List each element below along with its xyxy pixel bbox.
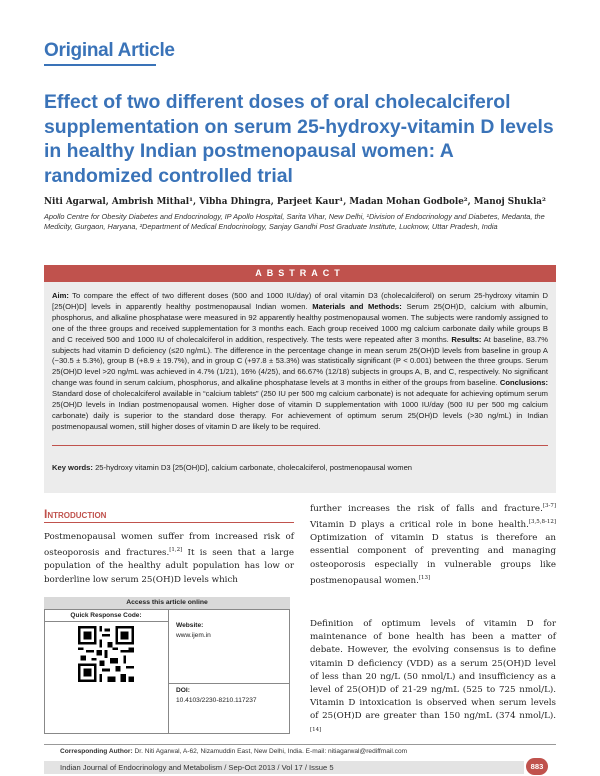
corresponding-rule xyxy=(44,744,556,745)
section-label: Original Article xyxy=(44,40,175,61)
aim-label: Aim: xyxy=(52,291,69,300)
access-divider-vertical xyxy=(168,621,169,733)
results-label: Results: xyxy=(451,334,482,344)
methods-label: Materials and Methods: xyxy=(312,301,402,311)
affiliations: Apollo Centre for Obesity Diabetes and Endocrinology, IP Apollo Hospital, Sarita Vihar, New Delhi, ¹Division of Endocrinology and Diabetes, Medanta, the Medicity, Gurgaon, Haryana, ²Department of Medical Endocrinology, Sanjay Gandhi Post Graduate Institute, Lucknow, Uttar Pradesh, India xyxy=(44,212,545,232)
intro-text: Postmenopausal women suffer from increased risk of osteoporosis and fractures. xyxy=(44,532,294,559)
access-heading: Access this article online xyxy=(44,597,290,610)
methods-text: Serum 25(OH)D, calcium with albumin, phosphorus, and alkaline phosphatase were measured in 92 apparently healthy postmenopausal women. The subjects were randomly assigned to one of the three groups and received supplementation for 3 months each. Each group received 1000 mg calcium carbonate daily while groups B and C received 500 and 1000 IU of cholecalciferol in addition, respectively. The tests were repeated after 3 months. xyxy=(52,301,548,344)
keywords-label: Key words: xyxy=(52,463,93,472)
citation: [14] xyxy=(310,726,322,733)
abstract-divider xyxy=(52,445,548,446)
corresponding-label: Corresponding Author: xyxy=(60,748,133,755)
qr-code-icon[interactable] xyxy=(78,626,134,682)
website-link[interactable]: www.ijem.in xyxy=(176,632,211,639)
abstract-body xyxy=(52,291,548,433)
intro-paragraph-1 xyxy=(44,531,294,587)
intro-text: Vitamin D plays a critical role in bone health. xyxy=(310,519,529,530)
intro-text: Definition of optimum levels of vitamin D for maintenance of bone health has been a matter of debate. However, the evolving consensus is to define vitamin D deficiency (VDD) as a serum 25(OH)D level of less than 20 ng/L (50 nmol/L) and insufficiency as a level of 25(OH)D of 21-29 ng/mL (525 to 725 nmol/L). Vitamin D intoxication is observed when serum levels of 25(OH)D are greater than 150 ng/mL (374 nmol/L). xyxy=(310,619,556,722)
corresponding-author xyxy=(60,748,560,755)
intro-paragraph-3 xyxy=(310,618,556,740)
abstract-heading: ABSTRACT xyxy=(44,265,556,282)
introduction-rule xyxy=(44,522,294,523)
corresponding-text: Dr. Niti Agarwal, A-62, Nizamuddin East, New Delhi, India. E-mail: nitiagarwal@rediffmail.com xyxy=(134,748,408,755)
intro-text: It is seen that a large population of the healthy adult population has low or borderline low serum 25(OH)D levels which xyxy=(44,548,294,585)
website-label: Website: xyxy=(176,622,204,629)
intro-text: further increases the risk of falls and fracture. xyxy=(310,503,543,514)
article-title: Effect of two different doses of oral cholecalciferol supplementation on serum 25-hydroxy-vitamin D levels in healthy Indian postmenopausal women: A randomized controlled trial xyxy=(44,91,554,187)
intro-paragraph-2 xyxy=(310,500,556,588)
keywords-text: 25-hydroxy vitamin D3 [25(OH)D], calcium carbonate, cholecalciferol, postmenopausal women xyxy=(95,463,413,472)
aim-text: To compare the effect of two different doses (500 and 1000 IU/day) of oral vitamin D3 (cholecalciferol) on serum 25-hydroxy vitamin D [25(OH)D] levels in apparently healthy postmenopausal Indian women. xyxy=(52,291,548,311)
access-divider-horizontal xyxy=(168,683,290,684)
doi-value[interactable]: 10.4103/2230-8210.117237 xyxy=(176,697,257,704)
intro-text: Optimization of vitamin D status is therefore an essential component of preventing and managing osteoporosis especially in vulnerable groups like postmenopausal women. xyxy=(310,533,556,586)
introduction-heading: Introduction xyxy=(44,507,107,521)
journal-citation: Indian Journal of Endocrinology and Metabolism / Sep-Oct 2013 / Vol 17 / Issue 5 xyxy=(60,763,334,772)
doi-label: DOI: xyxy=(176,687,190,694)
conclusions-label: Conclusions: xyxy=(499,378,548,388)
results-text: At baseline, 83.7% subjects had vitamin D deficiency (≤20 ng/mL). The difference in the percentage change in mean serum 25(OH)D levels from baseline in group A (−30.5 ± 5.3%), group B (+8.9 ± 19.7%), and in group C (+97.8 ± 53.3%) was statistically significant (P < 0.001) between the three groups. Serum 25(OH)D level >20 ng/mL was achieved in 4.7% (1/21), 16% (4/25), and 66.67% (12/18) subjects in groups A, B, and C, respectively. No significant change was found in serum calcium, phosphorus, and alkaline phosphatase levels at 3 months in either of the groups from baseline. xyxy=(52,334,548,388)
keywords-line xyxy=(52,463,548,472)
citation: [1,2] xyxy=(169,547,183,554)
citation: [13] xyxy=(418,574,431,581)
page-number: 883 xyxy=(526,758,548,775)
section-rule xyxy=(44,64,156,66)
conclusions-text: Standard dose of cholecalciferol available in “calcium tablets” (250 IU per 500 mg calcium carbonate) is not adequate for achieving optimum serum 25(OH)D levels in Indian postmenopausal women. Higher dose of vitamin D supplementation with 1000 IU/day (500 IU per 500 mg calcium carbonate) daily is superior to the standard dose therapy. For achievement of optimum serum 25(OH)D levels (>30 ng/mL) in Indian postmenopausal women, still higher doses of vitamin D are likely to be required. xyxy=(52,389,548,431)
citation: [3,5,8-12] xyxy=(528,519,556,526)
citation: [3-7] xyxy=(542,503,556,509)
qr-label: Quick Response Code: xyxy=(44,610,169,622)
author-list: Niti Agarwal, Ambrish Mithal¹, Vibha Dhingra, Parjeet Kaur¹, Madan Mohan Godbole², Manoj Shukla² xyxy=(44,197,546,207)
